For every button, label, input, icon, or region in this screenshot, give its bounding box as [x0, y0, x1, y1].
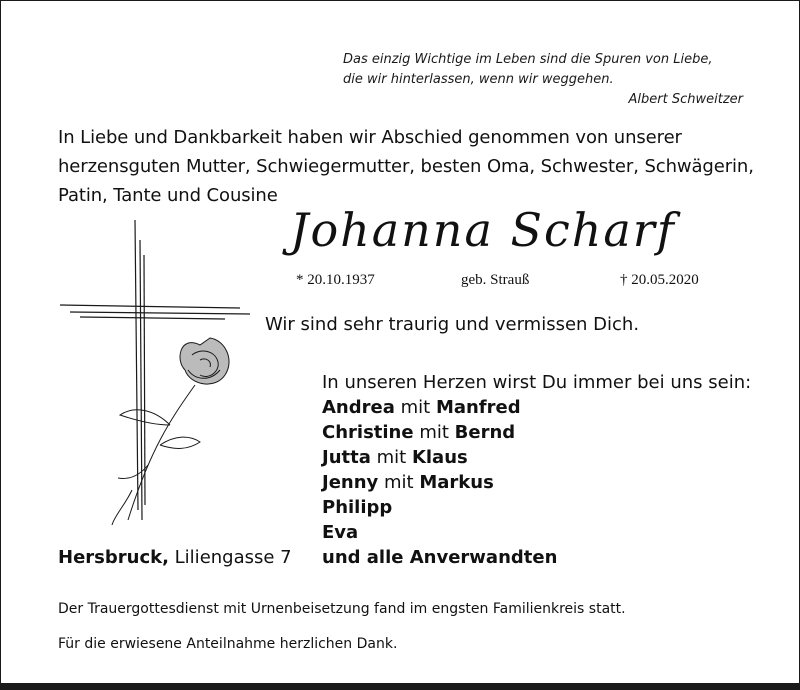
- family-heading: In unseren Herzen wirst Du immer bei uns sein:: [322, 372, 752, 393]
- relative-name: Bernd: [454, 422, 516, 443]
- family-row: [322, 420, 751, 445]
- family-row: [322, 545, 751, 570]
- family-row: [322, 520, 751, 545]
- relative-name: Klaus: [411, 447, 468, 468]
- connector: mit: [376, 447, 407, 468]
- intro-line-3: Patin, Tante und Cousine: [58, 185, 278, 206]
- relative-name: Philipp: [322, 497, 393, 518]
- connector: mit: [384, 472, 414, 493]
- rose-icon: [112, 338, 229, 525]
- intro-line-2: herzensguten Mutter, Schwiegermutter, besten Oma, Schwester, Schwägerin,: [58, 156, 754, 177]
- family-row: [322, 470, 751, 495]
- deceased-name: Johanna Scharf: [290, 203, 676, 257]
- family-row: [322, 495, 751, 520]
- death-date: † 20.05.2020: [620, 272, 699, 288]
- bottom-rule: [0, 683, 800, 689]
- cross-rose-illustration: [50, 220, 290, 550]
- maiden-name: geb. Strauß: [461, 272, 530, 288]
- quote-line-1: Das einzig Wichtige im Leben sind die Spuren von Liebe,: [343, 52, 713, 67]
- quote-line-2: die wir hinterlassen, wenn wir weggehen.: [343, 72, 614, 87]
- relative-name: Manfred: [435, 397, 521, 418]
- relative-name: Jenny: [322, 472, 379, 493]
- connector: mit: [400, 397, 431, 418]
- footer-line-2: Für die erwiesene Anteilnahme herzlichen Dank.: [58, 636, 398, 652]
- relative-name: Andrea: [322, 397, 395, 418]
- footer-line-1: Der Trauergottesdienst mit Urnenbeisetzung fand im engsten Familienkreis statt.: [58, 601, 626, 617]
- town: Hersbruck,: [58, 547, 169, 568]
- birth-date: * 20.10.1937: [296, 272, 375, 288]
- intro-text: [58, 123, 758, 210]
- intro-line-1: In Liebe und Dankbarkeit haben wir Abschied genommen von unserer: [58, 127, 682, 148]
- relative-name: Jutta: [322, 447, 371, 468]
- relative-name: Markus: [419, 472, 494, 493]
- sad-line: Wir sind sehr traurig und vermissen Dich.: [265, 314, 640, 335]
- quote-block: [343, 50, 743, 110]
- relative-name: Christine: [322, 422, 414, 443]
- closing-line: und alle Anverwandten: [322, 547, 558, 568]
- family-block: [322, 370, 751, 570]
- street: Liliengasse 7: [174, 547, 292, 568]
- address: [58, 547, 292, 568]
- family-row: [322, 445, 751, 470]
- family-row: [322, 395, 751, 420]
- quote-author: Albert Schweitzer: [628, 92, 743, 107]
- relative-name: Eva: [322, 522, 359, 543]
- connector: mit: [419, 422, 449, 443]
